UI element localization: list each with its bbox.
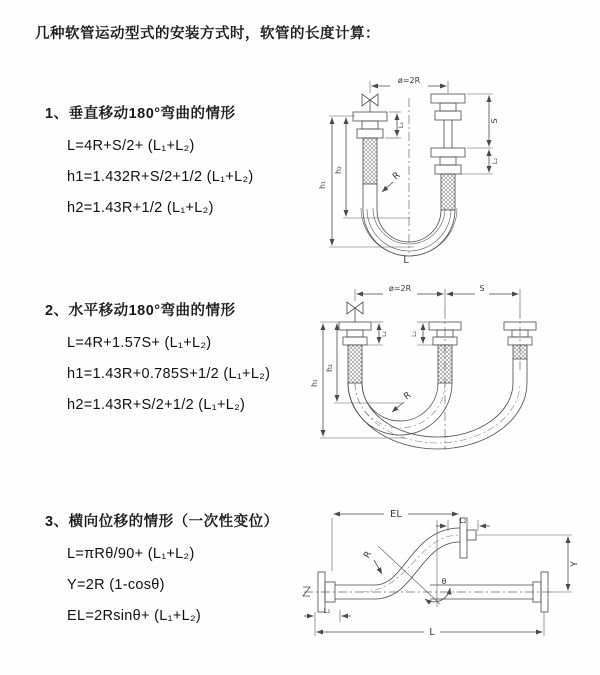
dim-h2 [325,324,402,404]
left-hose-fitting [353,112,387,184]
formula-line: h2=1.43R+S/2+1/2 (L₁+L₂) [67,397,246,413]
diagram-lateral-displacement [300,500,600,645]
formula-line: h1=1.43R+0.785S+1/2 (L₁+L₂) [67,366,271,382]
radius-label: R [402,390,414,403]
radius-label: R [362,549,375,561]
diagram-vertical-bend-180 [310,70,600,265]
dim-el [332,509,459,571]
dim-label-2r: ø=2R [397,76,421,85]
diagram-horizontal-bend-180 [305,278,600,463]
dim-label-h1: h₁ [318,181,327,189]
dim-l2 [436,517,490,531]
dim-label-l1: L₁ [323,607,331,615]
left-riser [339,322,371,383]
section-3-heading: 3、横向位移的情形（一次性变位） [45,514,279,530]
radius-callout [392,390,413,412]
dim-l1 [304,607,351,622]
u-bend-hose-positions [348,359,527,449]
section-lateral-displacement [45,510,279,624]
dim-top-2r [370,76,448,93]
formula-line: L=4R+S/2+ (L₁+L₂) [67,138,195,154]
break-mark [303,587,310,596]
length-label: L [403,255,409,265]
hose-braid [441,174,455,210]
section-2-heading: 2、水平移动180°弯曲的情形 [45,303,236,319]
hose-braid [363,138,377,184]
angle-construction [378,520,450,607]
formula-line: L=4R+1.57S+ (L₁+L₂) [67,335,212,351]
hose-braid [348,345,362,383]
dim-label-s: S [479,284,485,293]
dim-label-l1: L₁ [381,331,388,337]
dim-label-el: EL [390,509,402,520]
dim-label-y: Y [570,561,580,567]
formula-line: EL=2Rsinθ+ (L₁+L₂) [67,608,202,624]
dim-label-h1: h₁ [310,379,319,387]
dim-s [457,94,499,174]
s-curve-hose [360,528,460,599]
right-pipe-assembly [431,94,465,210]
dim-label-l2: L₂ [459,517,467,525]
dim-y [476,535,580,592]
formula-line: L=πRθ/90+ (L₁+L₂) [67,546,195,562]
dim-label-s: S [490,118,499,124]
dim-label-l1: L₁ [397,121,405,129]
dim-label-h2: h₂ [334,166,343,174]
formula-line: h1=1.432R+S/2+1/2 (L₁+L₂) [67,169,254,185]
dim-l1 [385,112,405,138]
formula-line: h2=1.43R+1/2 (L₁+L₂) [67,200,214,216]
page-title: 几种软管运动型式的安装方式时，软管的长度计算： [35,26,380,42]
dim-label-2r: ø=2R [388,284,412,293]
section-horizontal-movement [45,299,270,413]
dim-label-h2: h₂ [325,364,334,372]
dim-label-l: L [429,627,435,638]
radius-callout [382,171,402,192]
dim-top-2r [355,284,520,311]
radius-label: R [391,170,403,183]
formula-line: Y=2R (1-cosθ) [67,577,165,593]
angle-label: θ [441,577,447,586]
radius-callout [362,550,382,574]
dim-label-l2: L₂ [491,157,499,165]
section-vertical-movement [45,102,254,216]
dim-label-l2: L₂ [411,331,418,337]
section-1-heading: 1、垂直移动180°弯曲的情形 [45,106,236,122]
